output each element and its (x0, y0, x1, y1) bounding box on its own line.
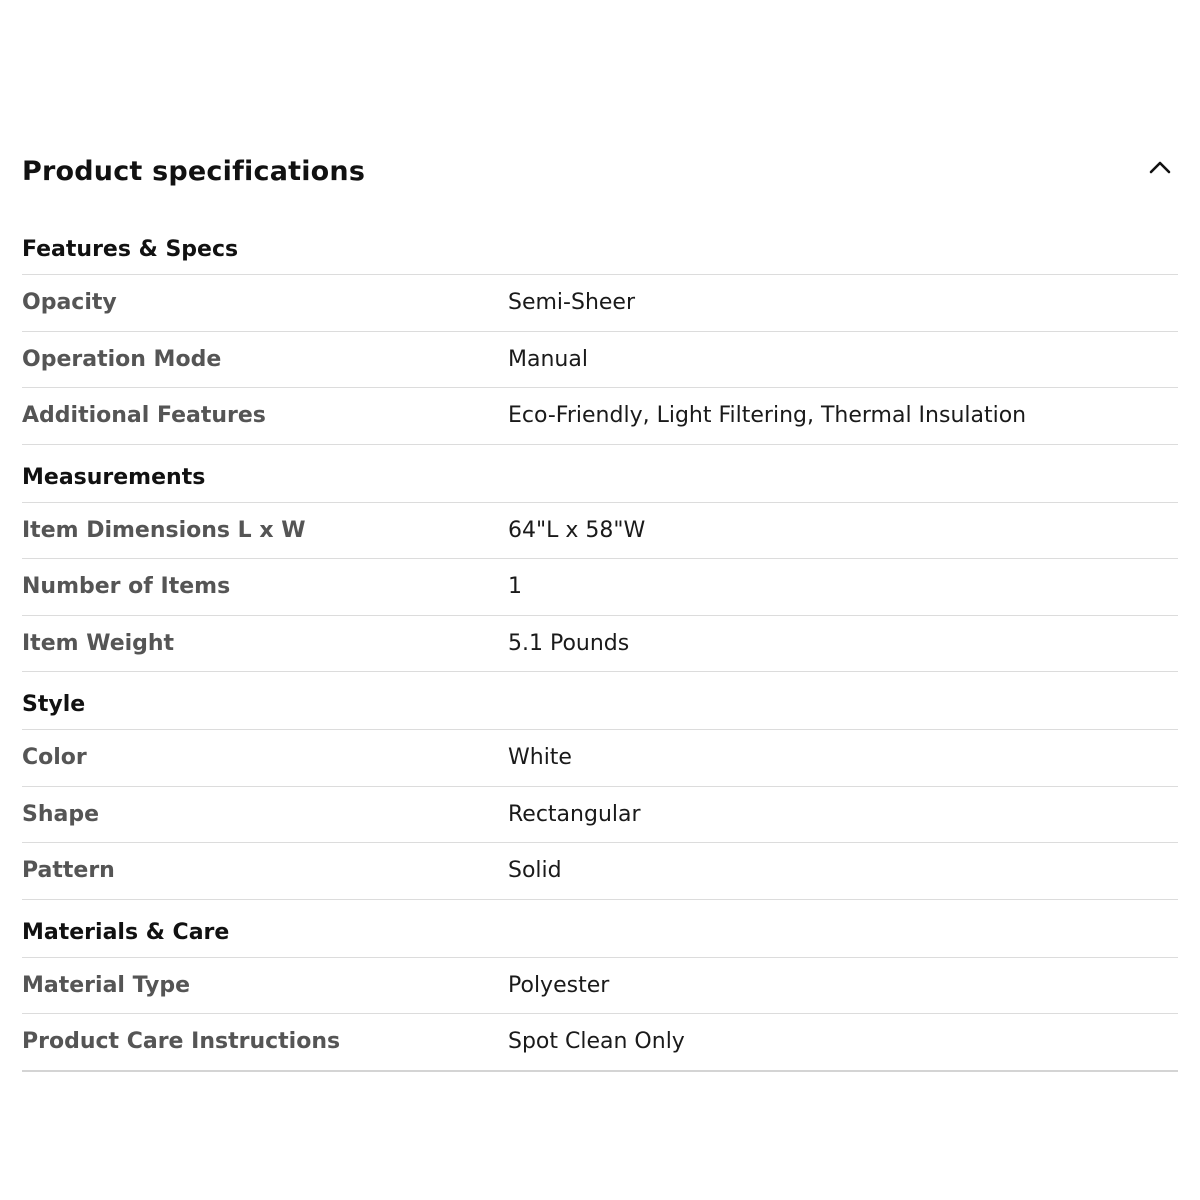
section-title: Style (22, 692, 86, 717)
spec-value: Semi-Sheer (508, 290, 636, 316)
spec-label: Color (22, 745, 87, 771)
spec-row (22, 502, 1178, 559)
spec-label: Opacity (22, 290, 117, 316)
spec-row (22, 274, 1178, 331)
collapse-button[interactable] (1146, 152, 1174, 180)
spec-value: Spot Clean Only (508, 1029, 685, 1055)
section-style (22, 671, 1178, 899)
panel-bottom-divider (22, 1070, 1178, 1072)
spec-value: White (508, 745, 572, 771)
spec-label: Material Type (22, 972, 191, 998)
section-measurements (22, 444, 1178, 672)
section-title: Features & Specs (22, 237, 239, 262)
spec-row (22, 786, 1178, 843)
section-title: Materials & Care (22, 919, 230, 945)
spec-value: 64"L x 58"W (508, 517, 646, 543)
spec-label: Number of Items (22, 574, 231, 600)
section-materials-care (22, 899, 1178, 1072)
spec-value: Rectangular (508, 801, 641, 827)
spec-row (22, 957, 1178, 1014)
spec-value: Manual (508, 346, 588, 372)
spec-label: Shape (22, 801, 100, 827)
spec-label: Operation Mode (22, 346, 222, 372)
spec-label: Item Weight (22, 630, 175, 656)
spec-label: Item Dimensions L x W (22, 517, 306, 543)
spec-value: Eco-Friendly, Light Filtering, Thermal Insulation (508, 403, 1027, 429)
chevron-up-icon (1146, 152, 1174, 180)
spec-value: 1 (508, 574, 522, 600)
spec-row (22, 387, 1178, 444)
panel-title: Product specifications (22, 156, 366, 187)
spec-row (22, 615, 1178, 672)
spec-row (22, 331, 1178, 388)
spec-value: Polyester (508, 972, 610, 998)
section-title: Measurements (22, 464, 206, 490)
spec-label: Product Care Instructions (22, 1029, 341, 1055)
section-features-specs (22, 210, 1178, 444)
spec-row (22, 558, 1178, 615)
spec-row (22, 1013, 1178, 1070)
spec-row (22, 842, 1178, 899)
spec-row (22, 729, 1178, 786)
product-specifications-panel (22, 140, 1178, 1072)
spec-value: 5.1 Pounds (508, 630, 630, 656)
panel-header[interactable] (22, 140, 1178, 210)
spec-label: Additional Features (22, 403, 266, 429)
spec-label: Pattern (22, 858, 115, 884)
spec-value: Solid (508, 858, 562, 884)
